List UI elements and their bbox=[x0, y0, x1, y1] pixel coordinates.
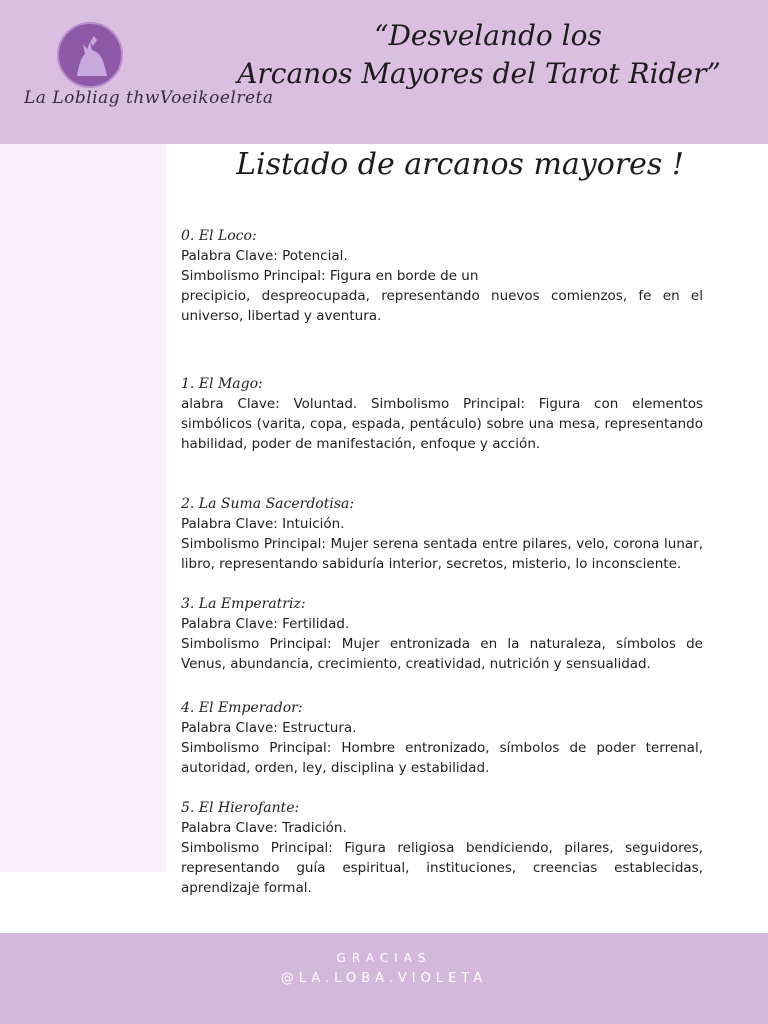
entry-keyword: alabra Clave: Voluntad. Simbolismo Principal: Figura con elementos simbólicos (varita, copa, espada, pentáculo) sobre una mesa, representando habilidad, poder de manifestación, enfoque y acción. bbox=[181, 396, 703, 452]
arcana-list bbox=[181, 226, 703, 898]
entry-symbolism: Simbolismo Principal: Hombre entronizado, símbolos de poder terrenal, autoridad, orden, ley, disciplina y estabilidad. bbox=[181, 740, 703, 776]
entry-keyword: Palabra Clave: Tradición. bbox=[181, 820, 347, 836]
entry-title: 3. La Emperatriz: bbox=[181, 596, 306, 612]
entry-symbolism: Simbolismo Principal: Figura religiosa bendiciendo, pilares, seguidores, representando guía espiritual, instituciones, creencias establecidas, aprendizaje formal. bbox=[181, 840, 703, 896]
entry-keyword: Palabra Clave: Estructura. bbox=[181, 720, 357, 736]
footer-thanks: GRACIAS bbox=[336, 951, 432, 965]
brand-name: La Lobliag thwVoeikoelreta bbox=[24, 88, 274, 108]
entry-symbolism: Simbolismo Principal: Mujer serena sentada entre pilares, velo, corona lunar, libro, representando sabiduría interior, secretos, misterio, lo inconsciente. bbox=[181, 536, 703, 572]
entry-title: 2. La Suma Sacerdotisa: bbox=[181, 496, 355, 512]
wolf-howling-icon bbox=[57, 22, 123, 88]
entry-title: 1. El Mago: bbox=[181, 376, 263, 392]
arcana-entry-el-emperador bbox=[181, 698, 703, 778]
title-line-1: “Desvelando los bbox=[374, 19, 602, 52]
entry-title: 4. El Emperador: bbox=[181, 700, 303, 716]
entry-keyword: Palabra Clave: Potencial. bbox=[181, 248, 348, 264]
entry-keyword: Palabra Clave: Fertilidad. bbox=[181, 616, 350, 632]
entry-title: 5. El Hierofante: bbox=[181, 800, 300, 816]
arcana-entry-el-mago bbox=[181, 374, 703, 454]
arcana-entry-la-suma-sacerdotisa bbox=[181, 494, 703, 574]
entry-keyword: Palabra Clave: Intuición. bbox=[181, 516, 345, 532]
side-panel bbox=[0, 144, 166, 872]
entry-description: precipicio, despreocupada, representando nuevos comienzos, fe en el universo, libertad y aventura. bbox=[181, 288, 703, 324]
footer bbox=[0, 933, 768, 1024]
page-title bbox=[200, 18, 768, 94]
header-banner bbox=[0, 0, 768, 144]
arcana-entry-el-loco bbox=[181, 226, 703, 326]
entry-title: 0. El Loco: bbox=[181, 228, 257, 244]
entry-symbolism: Simbolismo Principal: Mujer entronizada en la naturaleza, símbolos de Venus, abundancia, crecimiento, creatividad, nutrición y sensualidad. bbox=[181, 636, 703, 672]
entry-symbolism: Simbolismo Principal: Figura en borde de un bbox=[181, 268, 479, 284]
arcana-entry-la-emperatriz bbox=[181, 594, 703, 674]
section-title: Listado de arcanos mayores ! bbox=[236, 147, 684, 182]
arcana-entry-el-hierofante bbox=[181, 798, 703, 898]
footer-handle: @LA.LOBA.VIOLETA bbox=[280, 971, 488, 986]
title-line-2: Arcanos Mayores del Tarot Rider” bbox=[237, 57, 721, 90]
